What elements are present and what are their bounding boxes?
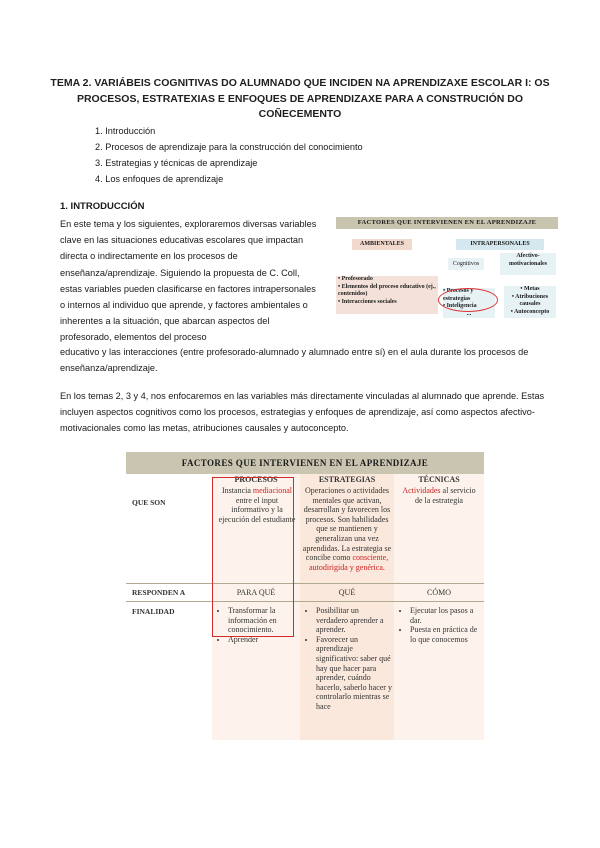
list-item: • Aprender <box>228 635 298 645</box>
intro-paragraph-continuation: educativo y las interacciones (entre profesorado-alumnado y alumnado entre sí) en el aula durante los procesos de enseñanza/aprendizaje. <box>60 347 529 374</box>
tecnicas-responden-a: CÓMO <box>426 588 451 597</box>
row-divider <box>126 601 484 602</box>
toc-item: 1. Introducción <box>95 126 156 136</box>
text-segment: Actividades <box>402 486 441 495</box>
list-item: • Autoconcepto <box>510 308 550 315</box>
list-item: • Interacciones sociales <box>338 298 397 305</box>
afectivo-list <box>504 286 556 318</box>
list-item: • Atribuciones causales <box>511 293 549 307</box>
table-of-contents <box>95 123 363 187</box>
text-segment: Operaciones o actividades mentales que activan, desarrollan y favorecen los procesos. Son habilidades que se mantienen y generalizan una vez aprendidas. La estrategia se concibe como <box>302 486 392 563</box>
toc-item: 2. Procesos de aprendizaje para la construcción del conocimiento <box>95 142 363 152</box>
text-segment: Instancia <box>222 486 253 495</box>
list-item: • Ejecutar los pasos a dar. <box>410 606 482 625</box>
cognitivos-box: Cognitivos <box>448 258 484 270</box>
focus-paragraph: En los temas 2, 3 y 4, nos enfocaremos en las variables más directamente vinculadas al alumnado que aprende. Estas incluyen aspectos cognitivos como los procesos, estrategias y enfoques de aprendizaje, así como aspectos afectivo-motivacionales como las metas, atribuciones causales y autoconcepto. <box>60 391 545 434</box>
row-label-responden-a: RESPONDEN A <box>132 588 186 597</box>
text-segment: mediacional <box>252 486 292 495</box>
toc-item: 3. Estrategias y técnicas de aprendizaje <box>95 158 258 168</box>
page-title: TEMA 2. VARIÁBEIS COGNITIVAS DO ALUMNADO QUE INCIDEN NA APRENDIZAXE ESCOLAR I: OS PROCESOS, ESTRATEXIAS E ENFOQUES DE APRENDIZAXE PARA A CONSTRUCIÓN DO COÑECEMENTO <box>50 77 550 120</box>
column-header-tecnicas: TÉCNICAS <box>418 475 460 484</box>
table-header: FACTORES QUE INTERVIENEN EN EL APRENDIZAJE <box>126 452 484 474</box>
row-divider <box>126 583 484 584</box>
list-item: • Transformar la información en conocimiento. <box>228 606 298 635</box>
column-header-estrategias: ESTRATEGIAS <box>318 475 376 484</box>
list-item: • Procesos y estrategias <box>443 288 474 302</box>
highlight-oval <box>438 288 498 312</box>
ambientales-list <box>336 276 438 314</box>
list-item: ... <box>466 310 472 317</box>
diagram-header: FACTORES QUE INTERVIENEN EN EL APRENDIZAJE <box>336 217 558 229</box>
intro-paragraph: En este tema y los siguientes, exploraremos diversas variables clave en las situaciones educativas escolares que impactan directa o indirectamente en los procesos de enseñanza/aprendizaje. Siguiendo la propuesta de C. Coll, estas variables pueden clasificarse en factores intrapersonales o internos al individuo que aprende, y factores ambientales o inherentes a la situación, que abarcan aspectos del profesorado, elementos del proceso <box>60 219 317 343</box>
text-segment: al servicio de la estrategia <box>415 486 476 505</box>
estrategias-que-son <box>302 486 392 572</box>
text-segment: consciente, autodirigida y genérica. <box>309 553 389 572</box>
list-item: • Favorecer un aprendizaje significativo: saber qué hay que hacer para aprender, cuándo hacerlo, saberlo hacer y controlarlo mientras se hace <box>316 635 392 712</box>
procesos-highlight-box <box>212 477 294 637</box>
list-item: • Puesta en práctica de lo que conocemos <box>410 625 482 644</box>
list-item: • Metas <box>520 286 540 292</box>
toc-item: 4. Los enfoques de aprendizaje <box>95 174 224 184</box>
list-item: • Profesorado <box>338 276 373 282</box>
afectivo-box: Afectivo-motivacionales <box>500 253 556 275</box>
row-label-finalidad: FINALIDAD <box>132 607 175 616</box>
procesos-responden-a: PARA QUÉ <box>236 588 276 597</box>
estrategias-responden-a: QUÉ <box>338 588 356 597</box>
section-heading: 1. INTRODUCCIÓN <box>60 201 145 212</box>
list-item: • Elementos del proceso educativo (ej., contenidos) <box>338 283 436 297</box>
column-header-procesos: PROCESOS <box>234 475 278 484</box>
tecnicas-que-son <box>398 486 480 505</box>
estrategias-finalidad <box>302 606 392 712</box>
intrapersonales-box: INTRAPERSONALES <box>456 239 544 250</box>
list-item: • Posibilitar un verdadero aprender a aprender. <box>316 606 392 635</box>
ambientales-box: AMBIENTALES <box>352 239 412 250</box>
text-segment: entre el input informativo y la ejecución del estudiante <box>218 495 296 524</box>
list-item: • Inteligencia <box>443 303 477 309</box>
tecnicas-finalidad <box>396 606 482 644</box>
row-label-que-son: QUE SON <box>132 498 166 507</box>
factors-table <box>126 452 484 740</box>
factors-diagram <box>330 216 560 328</box>
